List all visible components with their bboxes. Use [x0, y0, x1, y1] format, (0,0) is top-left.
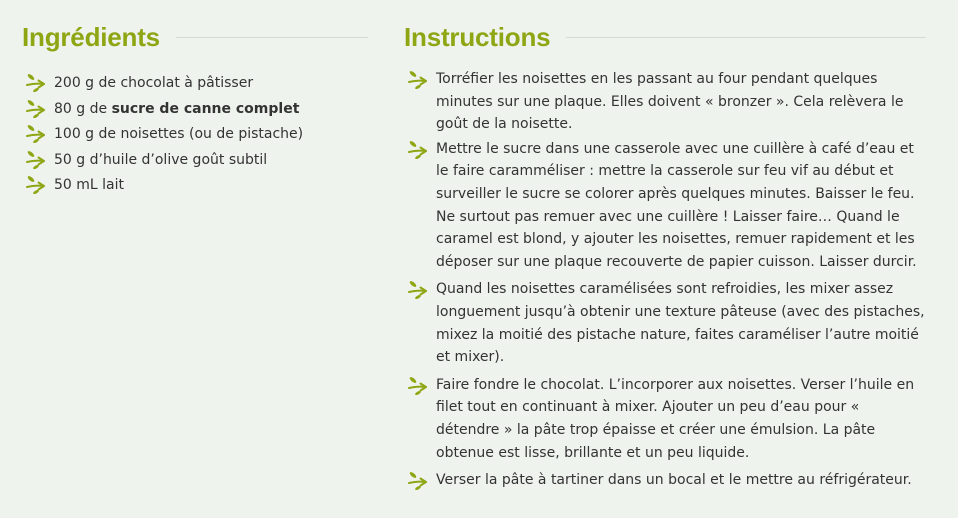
ingredient-item	[22, 122, 368, 148]
olive-branch-icon	[25, 123, 47, 143]
olive-branch-icon	[25, 149, 47, 169]
ingredient-item	[22, 71, 368, 97]
instruction-text: Faire fondre le chocolat. L’incorporer aux noisettes. Verser l’huile en filet tout en continuant à mixer. Ajouter un peu d’eau pour « détendre » la pâte trop épaisse et créer une émulsion. La pâte obtenue est lisse, brillante et un peu liquide.	[436, 376, 915, 461]
ingredient-quantity: 80 g de	[54, 100, 112, 117]
olive-branch-icon	[25, 174, 47, 194]
instruction-text: Torréfier les noisettes en les passant au four pendant quelques minutes sur une plaque. Elles doivent « bronzer ». Cela relèvera le goût de la noisette.	[436, 71, 904, 133]
olive-branch-icon	[407, 69, 429, 89]
ingredient-item	[22, 97, 368, 123]
olive-branch-icon	[407, 470, 429, 490]
olive-branch-icon	[407, 139, 429, 159]
ingredient-text: 50 mL lait	[54, 177, 124, 194]
instructions-title: Instructions	[404, 21, 551, 52]
olive-branch-icon	[25, 98, 47, 118]
ingredient-text: 200 g de chocolat à pâtisser	[54, 75, 254, 91]
instruction-step	[404, 68, 926, 136]
ingredients-heading-row	[22, 20, 368, 54]
ingredients-title: Ingrédients	[22, 21, 160, 52]
ingredient-item	[22, 148, 368, 174]
ingredients-list	[22, 71, 368, 199]
instructions-section	[404, 0, 926, 497]
instructions-list	[404, 68, 926, 492]
ingredients-section	[22, 0, 368, 199]
instruction-step	[404, 469, 926, 492]
ingredient-name-bold: sucre de canne complet	[111, 100, 300, 117]
instructions-heading-divider	[566, 37, 926, 38]
instruction-step	[404, 278, 926, 368]
ingredient-item	[22, 173, 368, 199]
instruction-text: Mettre le sucre dans une casserole avec une cuillère à café d’eau et le faire caramméliser : mettre la casserole sur feu vif au début et surveiller le sucre se colorer après quelques minutes. Baisser le feu. Ne surtout pas remuer avec une cuillère ! Laisser faire… Quand le caramel est blond, y ajouter les noisettes, remuer rapidement et les déposer sur une plaque recouverte de papier cuisson. Laisser durcir.	[436, 140, 917, 270]
olive-branch-icon	[407, 279, 429, 299]
instruction-step	[404, 138, 926, 274]
instruction-text: Verser la pâte à tartiner dans un bocal et le mettre au réfrigérateur.	[436, 472, 912, 489]
instruction-text: Quand les noisettes caramélisées sont refroidies, les mixer assez longuement jusqu’à obtenir une texture pâteuse (avec des pistaches, mixez la moitié des pistache nature, faites caraméliser l’autre moitié et mixer).	[436, 281, 925, 366]
ingredient-text: 100 g de noisettes (ou de pistache)	[54, 126, 304, 143]
instructions-heading-row	[404, 20, 926, 54]
ingredients-heading-divider	[176, 37, 368, 38]
olive-branch-icon	[25, 72, 47, 92]
instruction-step	[404, 374, 926, 464]
olive-branch-icon	[407, 375, 429, 395]
ingredient-text: 50 g d’huile d’olive goût subtil	[54, 151, 268, 168]
